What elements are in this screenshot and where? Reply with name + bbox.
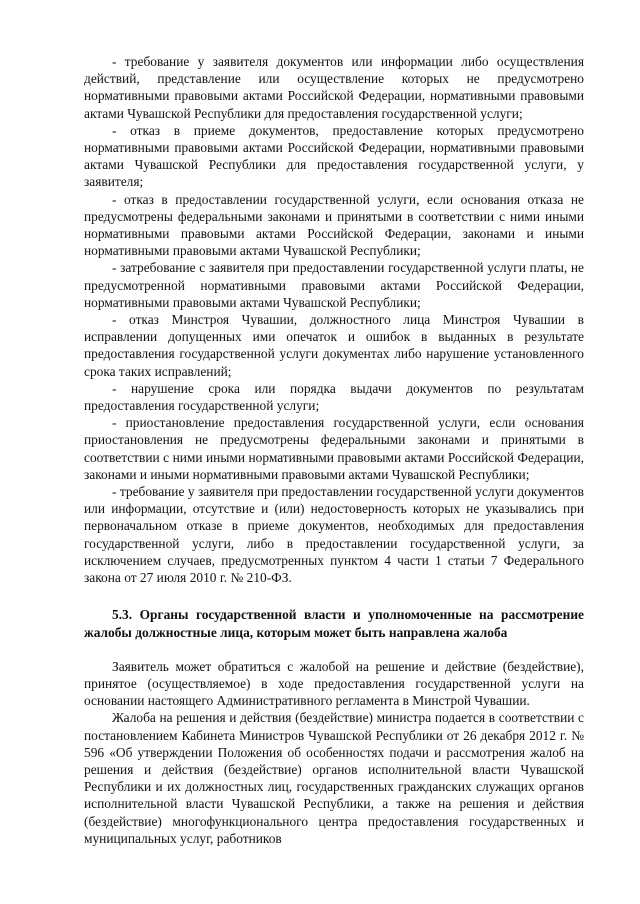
list-item: - отказ Минстроя Чувашии, должностного лица Минстроя Чувашии в исправлении допущенных ими опечаток и ошибок в выданных в результате предоставления государственной услуги документах либо нарушение установленного срока таких исправлений; bbox=[84, 312, 584, 379]
list-item: - нарушение срока или порядка выдачи документов по результатам предоставления государственной услуги; bbox=[84, 380, 584, 414]
body-paragraph: Заявитель может обратиться с жалобой на решение и действие (бездействие), принятое (осуществляемое) в ходе предоставления государственной услуги на основании настоящего Административного регламента в Минстрой Чувашии. bbox=[84, 658, 584, 709]
list-item: - требование у заявителя при предоставлении государственной услуги документов или информации, отсутствие и (или) недостоверность которых не указывались при первоначальном отказе в приеме документов, необходимых для предоставления государственной услуги, либо в предоставлении государственной услуги, за исключением случаев, предусмотренных пунктом 4 части 1 статьи 7 Федерального закона от 27 июля 2010 г. № 210-ФЗ. bbox=[84, 484, 584, 586]
list-item: - требование у заявителя документов или информации либо осуществления действий, представление или осуществление которых не предусмотрено нормативными правовыми актами Российской Федерации, нормативными правовыми актами Чувашской Республики для предоставления государственной услуги; bbox=[84, 54, 584, 121]
body-paragraph: Жалоба на решения и действия (бездействие) министра подается в соответствии с постановлением Кабинета Министров Чувашской Республики от 26 декабря 2012 г. № 596 «Об утверждении Положения об особенностях подачи и рассмотрения жалоб на решения и действия (бездействие) органов исполнительной власти Чувашской Республики и их должностных лиц, государственных гражданских служащих органов исполнительной власти Чувашской Республики, а также на решения и действия (бездействие) многофункционального центра предоставления государственных и муниципальных услуг, работников bbox=[84, 710, 584, 846]
section-heading: 5.3. Органы государственной власти и уполномоченные на рассмотрение жалобы должностные лица, которым может быть направлена жалоба bbox=[84, 607, 584, 640]
list-item: - приостановление предоставления государственной услуги, если основания приостановления не предусмотрены федеральными законами и принятыми в соответствии с ними иными нормативными правовыми актами Российской Федерации, законами и иными нормативными правовыми актами Чувашской Республики; bbox=[84, 415, 584, 482]
list-item: - отказ в приеме документов, предоставление которых предусмотрено нормативными правовыми актами Российской Федерации, нормативными правовыми актами Чувашской Республики для предоставления государственной услуги, у заявителя; bbox=[84, 122, 584, 190]
list-item: - затребование с заявителя при предоставлении государственной услуги платы, не предусмотренной нормативными правовыми актами Российской Федерации, нормативными правовыми актами Чувашской Республики; bbox=[84, 260, 584, 310]
list-item: - отказ в предоставлении государственной услуги, если основания отказа не предусмотрены федеральными законами и принятыми в соответствии с ними иными нормативными правовыми актами Российской Федерации, законами и иными нормативными правовыми актами Чувашской Республики; bbox=[84, 191, 584, 259]
